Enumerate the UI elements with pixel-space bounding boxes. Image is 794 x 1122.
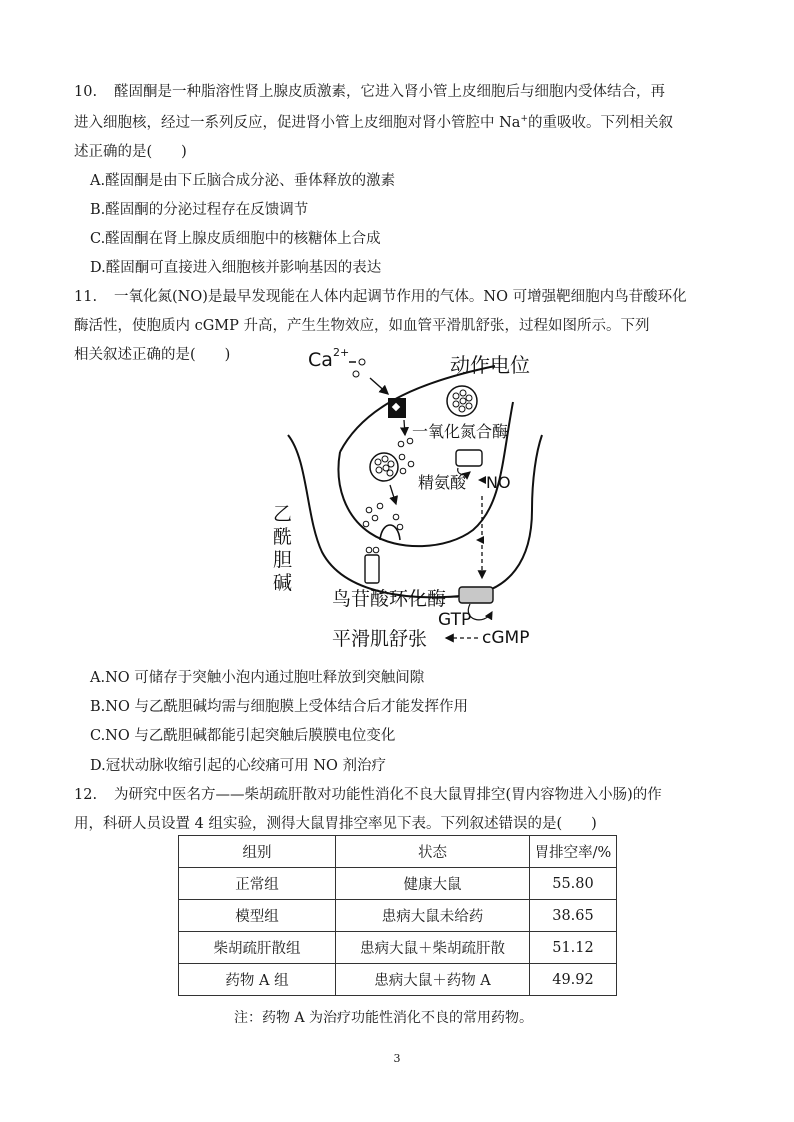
ach-label-1: 乙 — [273, 503, 293, 525]
table-cell: 38.65 — [530, 900, 617, 932]
synaptic-vesicle-top — [447, 386, 477, 416]
guanylate-cyclase-label: 鸟苷酸环化酶 — [332, 588, 447, 610]
cgmp-label: cGMP — [482, 628, 530, 648]
q11-option-a: A.NO 可储存于突触小泡内通过胞吐释放到突触间隙 — [90, 670, 425, 686]
table-row — [179, 868, 617, 900]
table-cell: 健康大鼠 — [336, 868, 530, 900]
q12-stem-text1: 为研究中医名方——柴胡疏肝散对功能性消化不良大鼠胃排空(胃内容物进入小肠)的作 — [114, 787, 662, 803]
q11-number: 11. — [74, 289, 98, 305]
q10-stem-line2 — [74, 113, 673, 133]
q11-option-b: B.NO 与乙酰胆碱均需与细胞膜上受体结合后才能发挥作用 — [90, 699, 468, 715]
action-potential-label: 动作电位 — [450, 353, 530, 377]
table-cell: 患病大鼠＋药物 A — [336, 964, 530, 996]
ach-receptor — [365, 547, 379, 583]
nos-enzyme — [456, 450, 482, 466]
q11-option-d: D.冠状动脉收缩引起的心绞痛可用 NO 剂治疗 — [90, 758, 387, 774]
ach-label-3: 胆 — [273, 549, 293, 571]
nos-label: 一氧化氮合酶 — [412, 422, 509, 441]
ach-label-2: 酰 — [273, 526, 293, 548]
table-cell: 药物 A 组 — [179, 964, 336, 996]
smooth-muscle-relax-label: 平滑肌舒张 — [332, 628, 428, 650]
q11-stem-line2: 酶活性，使胞质内 cGMP 升高，产生生物效应，如血管平滑肌舒张，过程如图所示。下列 — [74, 318, 650, 334]
page-number: 3 — [393, 1052, 401, 1065]
table-cell: 51.12 — [530, 932, 617, 964]
ca-charge: 2+ — [333, 346, 350, 359]
table-header-row — [179, 836, 617, 868]
q10-option-d: D.醛固酮可直接进入细胞核并影响基因的表达 — [90, 260, 382, 276]
q10-option-a: A.醛固酮是由下丘脑合成分泌、垂体释放的激素 — [90, 173, 396, 189]
q12-stem-line1 — [74, 785, 662, 805]
table-cell: 模型组 — [179, 900, 336, 932]
table-note: 注：药物 A 为治疗功能性消化不良的常用药物。 — [234, 1010, 534, 1026]
table-cell: 49.92 — [530, 964, 617, 996]
table-row — [179, 964, 617, 996]
table-cell: 55.80 — [530, 868, 617, 900]
presynaptic-membrane — [338, 366, 513, 546]
q12-stem-line2: 用，科研人员设置 4 组实验，测得大鼠胃排空率见下表。下列叙述错误的是( ) — [74, 816, 597, 832]
ca-arrow — [370, 378, 388, 394]
q10-option-b: B.醛固酮的分泌过程存在反馈调节 — [90, 202, 309, 218]
q11-option-c: C.NO 与乙酰胆碱都能引起突触后膜膜电位变化 — [90, 728, 396, 744]
table-cell: 正常组 — [179, 868, 336, 900]
q12-number: 12. — [74, 787, 98, 803]
q10-na-superscript: + — [520, 114, 528, 124]
table-row — [179, 900, 617, 932]
arginine-label: 精氨酸 — [418, 473, 467, 492]
guanylate-cyclase-enzyme — [459, 587, 493, 603]
no-label: NO — [486, 473, 511, 492]
table-row — [179, 932, 617, 964]
q11-stem-text1: 一氧化氮(NO)是最早发现能在人体内起调节作用的气体。NO 可增强靶细胞内鸟苷酸环化 — [114, 289, 687, 305]
table-header: 状态 — [336, 836, 530, 868]
ca-label: Ca — [308, 349, 333, 371]
q10-stem-text2b: 的重吸收。下列相关叙 — [528, 115, 673, 131]
q10-stem-text1: 醛固酮是一种脂溶性肾上腺皮质激素，它进入肾小管上皮细胞后与细胞内受体结合，再 — [114, 84, 665, 100]
q10-option-c: C.醛固酮在肾上腺皮质细胞中的核糖体上合成 — [90, 231, 381, 247]
q10-stem-line1 — [74, 82, 665, 102]
table-header: 胃排空率/% — [530, 836, 617, 868]
table-cell: 患病大鼠＋柴胡疏肝散 — [336, 932, 530, 964]
table-cell: 柴胡疏肝散组 — [179, 932, 336, 964]
q11-stem-line3: 相关叙述正确的是( ) — [74, 347, 231, 363]
gastric-emptying-table — [178, 835, 617, 996]
q11-stem-line1 — [74, 287, 687, 307]
q10-stem-text2a: 进入细胞核，经过一系列反应，促进肾小管上皮细胞对肾小管腔中 Na — [74, 115, 521, 131]
ach-label-4: 碱 — [273, 572, 293, 594]
q10-number: 10. — [74, 84, 98, 100]
synapse-diagram — [270, 340, 550, 655]
synaptic-vesicle-left — [370, 453, 398, 481]
table-cell: 患病大鼠未给药 — [336, 900, 530, 932]
table-header: 组别 — [179, 836, 336, 868]
gtp-label: GTP — [438, 610, 472, 630]
q10-stem-line3: 述正确的是( ) — [74, 144, 187, 160]
